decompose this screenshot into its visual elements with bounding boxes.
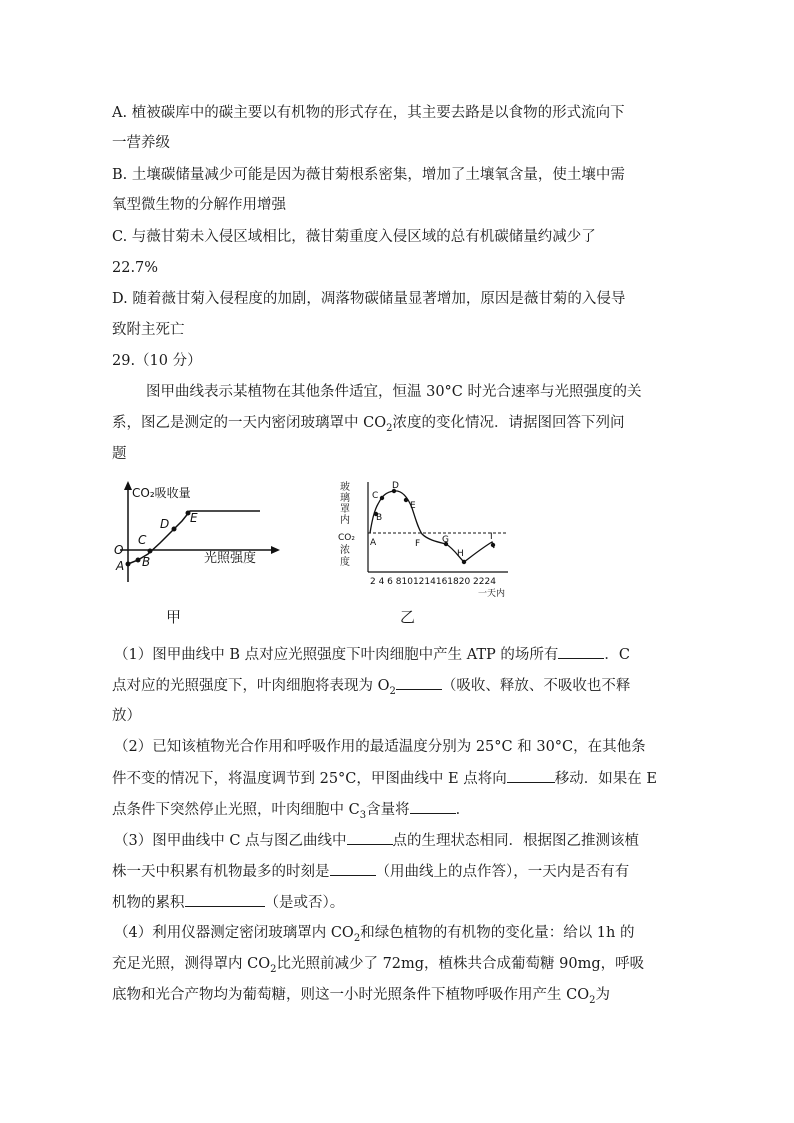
option-a-line2: 一营养级 [112,135,170,151]
option-d-line1: D. 随着薇甘菊入侵程度的加剧，凋落物碳储量显著增加，原因是薇甘菊的入侵导 [112,291,626,307]
question-intro-line1: 图甲曲线表示某植物在其他条件适宜，恒温 30°C 时光合速率与光照强度的关 [146,384,642,400]
yi-point-d: D [392,481,399,491]
q1-line2: 点对应的光照强度下，叶肉细胞将表现为 $O_2$ （吸收、释放、不吸收也不释 [112,675,630,696]
yi-point-a: A [370,538,377,548]
figure-yi-caption: 乙 [400,608,416,626]
q3-line3: 机物的累积 （是或否）。 [112,892,344,913]
yi-point-f: F [415,539,421,549]
jia-point-a: A [116,559,125,573]
q4-line2: 充足光照，测得罩内 $CO_2$比光照前减少了 72mg，植株共合成葡萄糖 90mg，呼吸 [112,956,645,975]
yi-point-c: C [372,491,379,501]
figure-jia-caption: 甲 [166,608,182,626]
jia-point-b: B [142,555,151,569]
q1-blank-2[interactable] [396,675,442,690]
option-a-line1: A. 植被碳库中的碳主要以有机物的形式存在，其主要去路是以食物的形式流向下 [112,105,625,121]
yi-point-i: I [490,532,493,542]
option-c-line1: C. 与薇甘菊未入侵区域相比，薇甘菊重度入侵区域的总有机碳储量约减少了 [112,229,596,245]
q2-blank-2[interactable] [410,799,456,814]
jia-point-c: C [138,533,147,547]
option-b-line1: B. 土壤碳储量减少可能是因为薇甘菊根系密集，增加了土壤氧含量，使土壤中需 [112,167,625,183]
q3-blank-2[interactable] [330,861,376,876]
figure-yi [338,476,518,600]
jia-origin: O [114,543,124,557]
jia-ylabel: CO₂吸收量 [132,486,191,500]
q2-line2: 件不变的情况下，将温度调节到 25°C，甲图曲线中 E 点将向 移动．如果在 E [112,768,657,789]
q2-line1: （2）已知该植物光合作用和呼吸作用的最适温度分别为 25°C 和 30°C，在其他条 [114,739,646,755]
q4-line1: （4）利用仪器测定密闭玻璃罩内 $CO_2$和绿色植物的有机物的变化量：给以 1h 的 [114,925,635,944]
yi-ylabel-char-3: 罩 [340,504,350,515]
yi-point-b: B [376,513,383,523]
question-number: 29.（10 分） [112,353,202,369]
yi-ylabel-char-1: 玻 [340,482,350,493]
figure-jia [112,478,282,588]
q4-line3: 底物和光合产物均为葡萄糖，则这一小时光照条件下植物呼吸作用产生 $CO_2$为 [112,987,610,1006]
q2-line3: 点条件下突然停止光照，叶肉细胞中 $C_3$含量将 ． [112,799,470,820]
yi-ylabel-char-4: 内 [340,515,350,526]
yi-point-e: E [410,501,416,511]
jia-xlabel: 光照强度 [204,551,257,566]
q1-blank-1[interactable] [558,644,604,659]
q3-line1: （3）图甲曲线中 C 点与图乙曲线中 点的生理状态相同．根据图乙推测该植 [114,830,639,851]
option-d-line2: 致附主死亡 [112,322,185,338]
q1-line3: 放） [112,708,141,724]
yi-point-g: G [442,535,449,545]
q2-blank-1[interactable] [507,768,555,783]
yi-ylabel-char-5: CO₂ [338,533,355,543]
q3-blank-3[interactable] [185,892,265,907]
q3-line2: 株一天中积累有机物最多的时刻是 （用曲线上的点作答），一天内是否有有 [112,861,629,882]
option-b-line2: 氧型微生物的分解作用增强 [112,197,286,213]
yi-xlabel: 一天内 [478,589,506,599]
yi-ylabel-char-7: 度 [340,557,350,568]
q3-blank-1[interactable] [347,830,393,845]
option-c-line2: 22.7% [112,260,159,276]
jia-point-e: E [190,511,198,525]
yi-ylabel-char-2: 璃 [340,493,350,504]
question-intro-line2: 系，图乙是测定的一天内密闭玻璃罩中 $CO_2$浓度的变化情况．请据图回答下列问 [112,415,625,434]
yi-xticks: 2 4 6 8101214161820 2224 [370,577,496,587]
jia-point-d: D [160,517,170,531]
yi-point-h: H [457,549,464,559]
yi-ylabel-char-6: 浓 [340,545,350,556]
q1-line1: （1）图甲曲线中 B 点对应光照强度下叶肉细胞中产生 ATP 的场所有 ．C [114,644,630,665]
question-intro-line3: 题 [112,446,127,462]
